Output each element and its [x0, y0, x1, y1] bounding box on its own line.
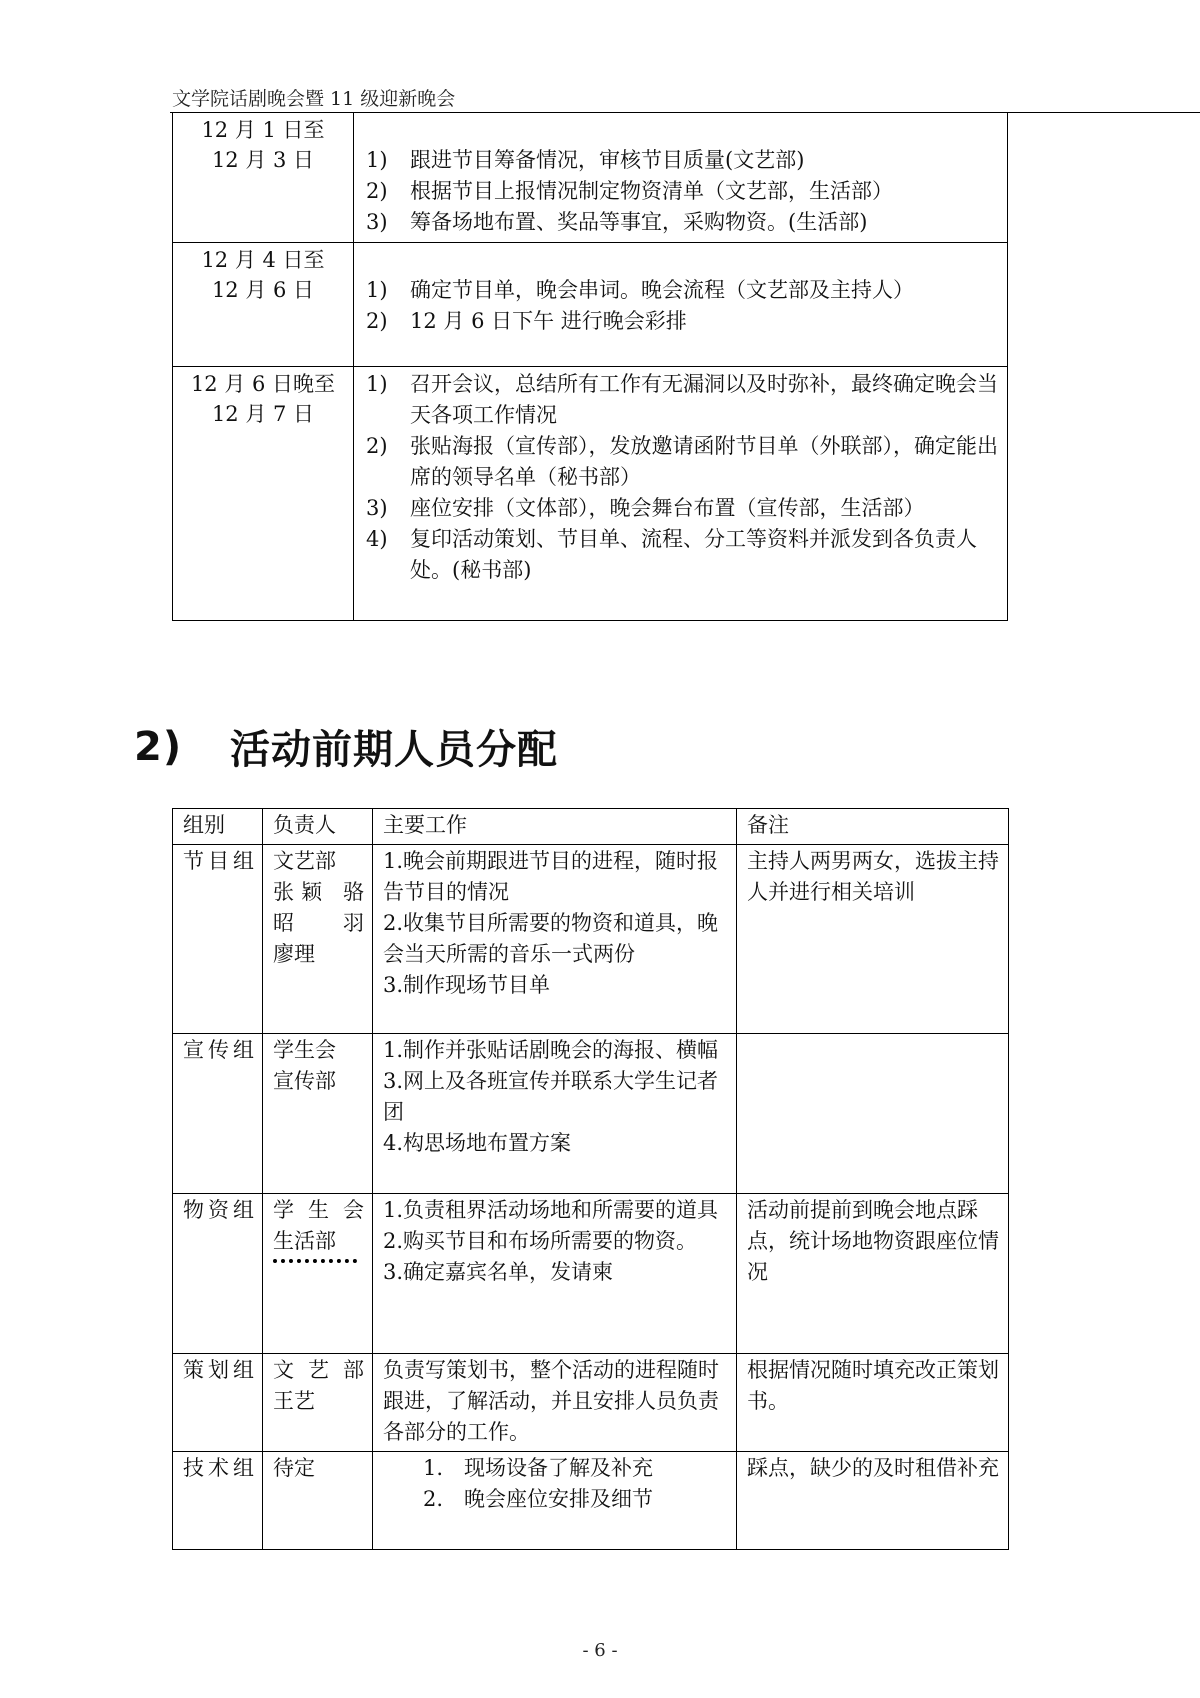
- note-cell: 根据情况随时填充改正策划书。: [737, 1354, 1009, 1452]
- task-item: 2) 12 月 6 日下午 进行晚会彩排: [366, 309, 687, 333]
- note-cell: [737, 1034, 1009, 1194]
- lead-cell: 待定: [263, 1452, 373, 1550]
- note-cell: 踩点，缺少的及时租借补充: [737, 1452, 1009, 1550]
- schedule-row: [173, 367, 1008, 621]
- schedule-date: 12 月 1 日至 12 月 3 日: [173, 113, 354, 243]
- work-cell: 1.晚会前期跟进节目的进程，随时报告节目的情况 2.收集节目所需要的物资和道具，晚会当天所需的音乐一式两份 3.制作现场节目单: [373, 845, 737, 1034]
- work-cell: 负责写策划书，整个活动的进程随时跟进，了解活动，并且安排人员负责各部分的工作。: [373, 1354, 737, 1452]
- group-cell: 技术组: [173, 1452, 263, 1550]
- work-cell: 1.负责租界活动场地和所需要的道具 2.购买节目和布场所需要的物资。 3.确定嘉宾名单，发请柬: [373, 1194, 737, 1354]
- section-number: 2): [134, 723, 183, 770]
- lead-cell: 文艺部 王艺: [263, 1354, 373, 1452]
- table-header-row: [173, 809, 1009, 845]
- column-header: 负责人: [263, 809, 373, 845]
- dotted-underline: [273, 1259, 357, 1263]
- schedule-row: [173, 113, 1008, 243]
- task-item: 3) 筹备场地布置、奖品等事宜，采购物资。(生活部): [366, 210, 868, 234]
- page-number: - 6 -: [582, 1640, 618, 1661]
- column-header: 组别: [173, 809, 263, 845]
- schedule-row: [173, 243, 1008, 367]
- task-item: 1) 召开会议，总结所有工作有无漏洞以及时弥补，最终确定晚会当天各项工作情况: [366, 372, 998, 427]
- task-item: 4) 复印活动策划、节目单、流程、分工等资料并派发到各负责人处。(秘书部): [366, 527, 977, 582]
- task-item: 1) 跟进节目筹备情况，审核节目质量(文艺部): [366, 148, 805, 172]
- section-heading: [134, 718, 558, 775]
- table-row: [173, 1194, 1009, 1354]
- task-item: 3) 座位安排（文体部），晚会舞台布置（宣传部，生活部）: [366, 496, 925, 520]
- section-title: 活动前期人员分配: [230, 727, 558, 773]
- task-item: 2) 根据节目上报情况制定物资清单（文艺部，生活部）: [366, 179, 893, 203]
- note-cell: 活动前提前到晚会地点踩点，统计场地物资跟座位情况: [737, 1194, 1009, 1354]
- schedule-tasks: [354, 367, 1008, 621]
- running-header: 文学院话剧晚会暨 11 级迎新晚会: [172, 88, 456, 110]
- task-item: 2) 张贴海报（宣传部），发放邀请函附节目单（外联部），确定能出席的领导名单（秘书部）: [366, 434, 998, 489]
- table-row: [173, 1354, 1009, 1452]
- note-cell: 主持人两男两女，选拔主持人并进行相关培训: [737, 845, 1009, 1034]
- table-row: [173, 845, 1009, 1034]
- group-cell: 宣传组: [173, 1034, 263, 1194]
- lead-cell: 学生会 生活部: [263, 1194, 373, 1354]
- schedule-tasks: [354, 243, 1008, 367]
- schedule-table: [172, 112, 1008, 621]
- column-header: 主要工作: [373, 809, 737, 845]
- schedule-tasks: [354, 113, 1008, 243]
- task-item: 1) 确定节目单，晚会串词。晚会流程（文艺部及主持人）: [366, 278, 914, 302]
- lead-cell: 学生会 宣传部: [263, 1034, 373, 1194]
- work-cell: 1.制作并张贴话剧晚会的海报、横幅 3.网上及各班宣传并联系大学生记者团 4.构思场地布置方案: [373, 1034, 737, 1194]
- work-cell: 1. 现场设备了解及补充 2. 晚会座位安排及细节: [373, 1452, 737, 1550]
- lead-cell: 文艺部 张颖 骆 昭 羽 廖理: [263, 845, 373, 1034]
- column-header: 备注: [737, 809, 1009, 845]
- group-cell: 物资组: [173, 1194, 263, 1354]
- schedule-date: 12 月 4 日至 12 月 6 日: [173, 243, 354, 367]
- schedule-date: 12 月 6 日晚至 12 月 7 日: [173, 367, 354, 621]
- table-row: [173, 1034, 1009, 1194]
- table-row: [173, 1452, 1009, 1550]
- group-cell: 节目组: [173, 845, 263, 1034]
- staff-table: [172, 808, 1009, 1550]
- group-cell: 策划组: [173, 1354, 263, 1452]
